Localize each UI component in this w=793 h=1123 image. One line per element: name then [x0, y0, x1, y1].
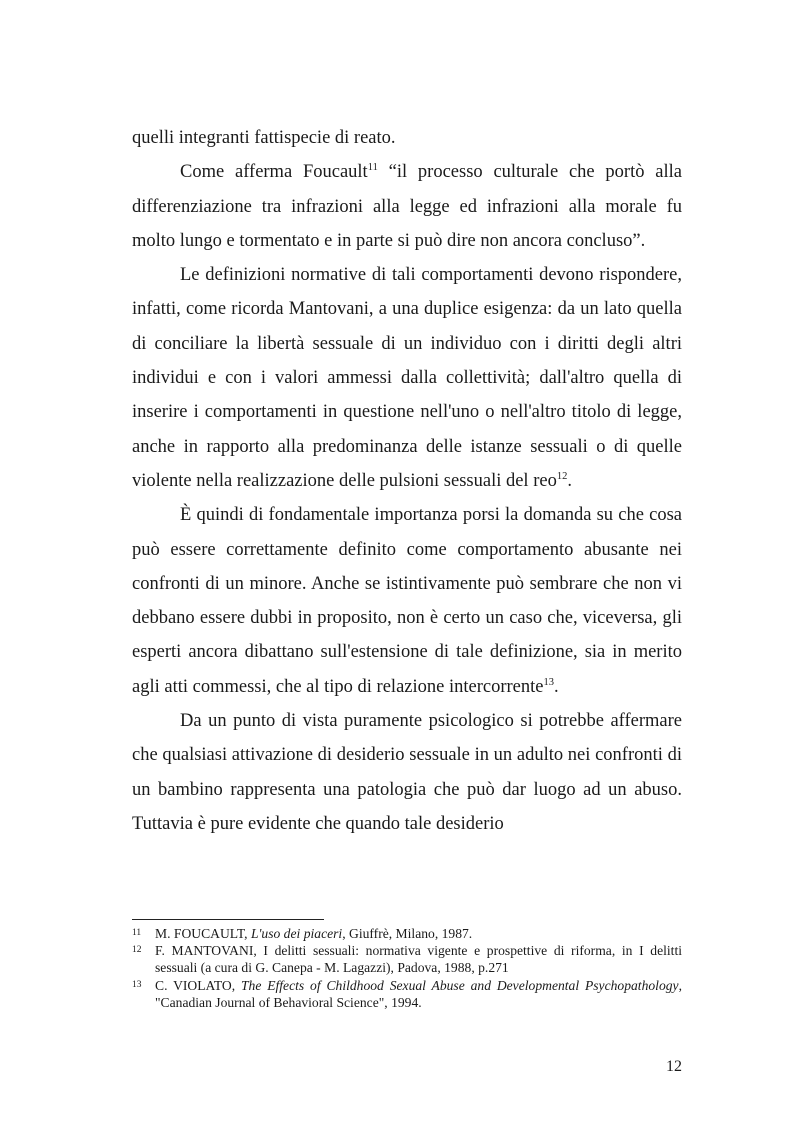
footnote-ref-11: 11: [367, 162, 378, 174]
footnote-number: 12: [132, 945, 142, 956]
footnotes: [132, 925, 682, 1011]
footnote-ref-13: 13: [543, 676, 554, 688]
paragraph-3: Le definizioni normative di tali comportamenti devono rispondere, infatti, come ricorda Mantovani, a una duplice esigenza: da un lato quella di conciliare la libertà sessuale di un individuo con i diritti degli altri individui e con i valori ammessi dalla collettività; dall'altro quella di inserire i comportamenti in questione nell'uno o nell'altro titolo di legge, anche in rapporto alla predominanza delle istanze sessuali o di quelle violente nella realizzazione delle pulsioni sessuali del reo$^{12}$.: [132, 265, 682, 491]
footnote-ref-12: 12: [556, 470, 568, 482]
body-text: [132, 121, 682, 841]
paragraph-1: quelli integranti fattispecie di reato.: [132, 128, 396, 148]
footnote-13: 13 C. VIOLATO, The Effects of Childhood Sexual Abuse and Developmental Psychopathology, "Canadian Journal of Behavioral Science", 1994.: [132, 977, 682, 1010]
paragraph-4: È quindi di fondamentale importanza porsi la domanda su che cosa può essere correttamente definito come comportamento abusante nei confronti di un minore. Anche se istintivamente può sembrare che non vi debbano essere dubbi in proposito, non è certo un caso che, viceversa, gli esperti ancora dibattano sull'estensione di tale definizione, sia in merito agli atti commessi, che al tipo di relazione intercorrente$^{13}$.: [132, 505, 682, 697]
footnote-separator: [132, 919, 324, 920]
page-number: 12: [666, 1058, 682, 1075]
footnote-number: 11: [132, 928, 142, 938]
footnote-number: 13: [132, 979, 142, 990]
paragraph-5: Da un punto di vista puramente psicologico si potrebbe affermare che qualsiasi attivazione di desiderio sessuale in un adulto nei confronti di un bambino rappresenta una patologia che può dar luogo ad un abuso. Tuttavia è pure evidente che quando tale desiderio: [132, 711, 682, 834]
footnote-12: 12 F. MANTOVANI, I delitti sessuali: normativa vigente e prospettive di riforma, in I delitti sessuali (a cura di G. Canepa - M. Lagazzi), Padova, 1988, p.271: [132, 943, 682, 976]
footnote-11: 11 M. FOUCAULT, L'uso dei piaceri, Giuffrè, Milano, 1987.: [132, 926, 473, 941]
paragraph-2: Come afferma Foucault$^{11}$ “il processo culturale che portò alla differenziazione tra infrazioni alla legge ed infrazioni alla morale fu molto lungo e tormentato e in parte si può dire non ancora concluso”.: [132, 162, 682, 251]
